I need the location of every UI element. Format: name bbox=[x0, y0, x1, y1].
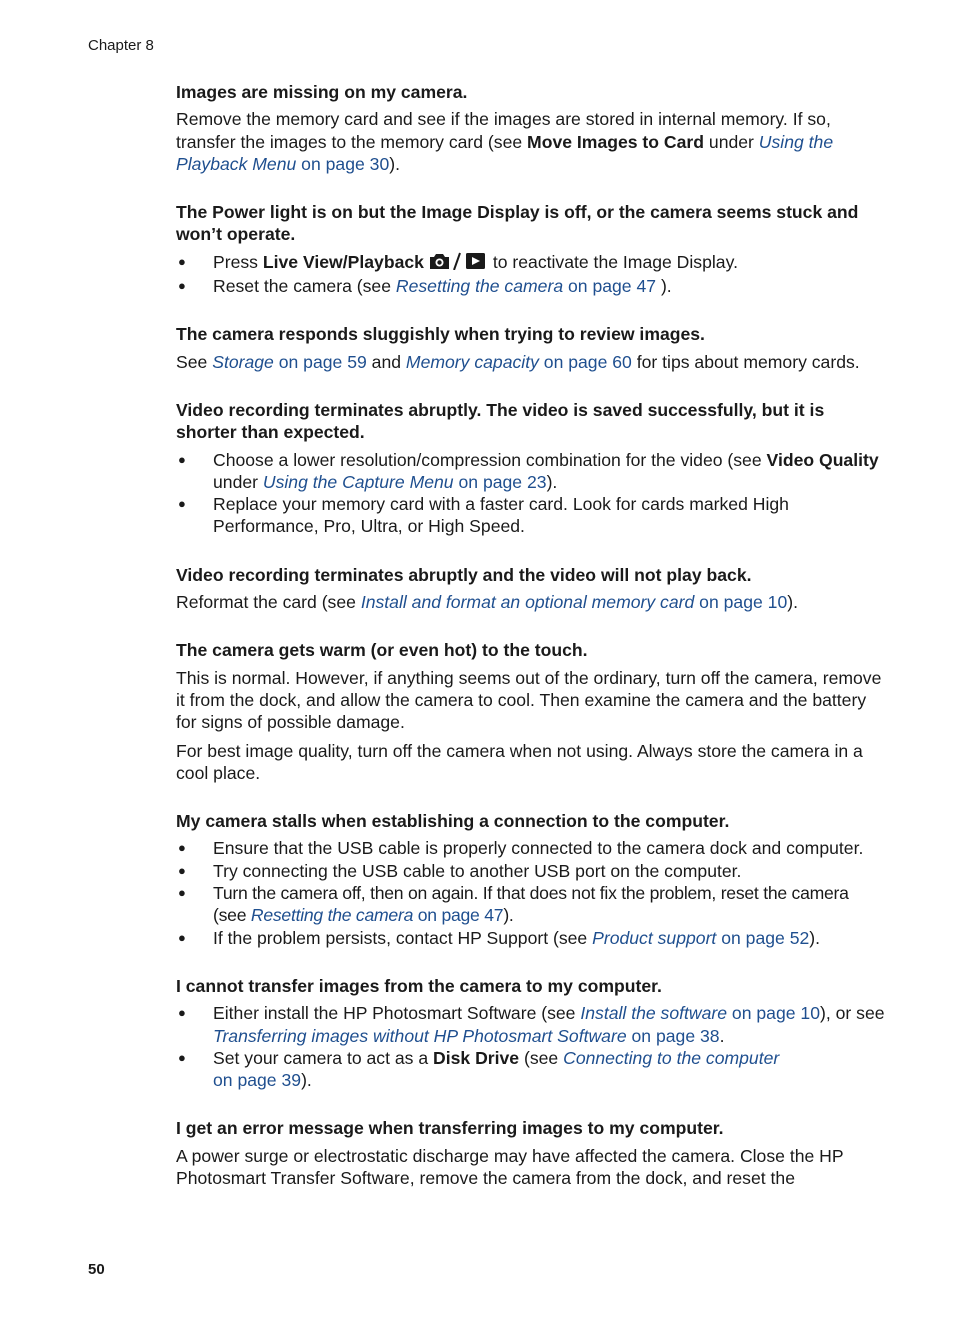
page-content bbox=[176, 81, 886, 1215]
list-item bbox=[176, 860, 886, 882]
section-heading: I cannot transfer images from the camera to my computer. bbox=[176, 975, 662, 996]
text: under bbox=[704, 131, 759, 152]
link-title: Resetting the camera bbox=[395, 276, 564, 297]
section-heading: Video recording terminates abruptly and the video will not play back. bbox=[176, 564, 752, 585]
bullet-list bbox=[176, 1002, 886, 1091]
link-memory-capacity[interactable] bbox=[406, 352, 632, 372]
text: ). bbox=[656, 276, 672, 297]
text: ). bbox=[809, 927, 821, 948]
link-title: Transferring images without HP Photosmart Software bbox=[213, 1025, 627, 1046]
text: Press bbox=[213, 251, 263, 272]
page-number: 50 bbox=[88, 1261, 105, 1278]
section-heading: Images are missing on my camera. bbox=[176, 82, 468, 102]
text: ). bbox=[389, 153, 400, 174]
section-camera-warm bbox=[176, 639, 886, 784]
link-title: Resetting the camera bbox=[250, 905, 414, 926]
section-heading: The camera responds sluggishly when trying to review images. bbox=[176, 324, 705, 345]
link-title: Install the software bbox=[580, 1003, 728, 1024]
section-images-missing bbox=[176, 81, 886, 175]
link-using-capture-menu[interactable] bbox=[263, 472, 547, 492]
text: ). bbox=[503, 905, 514, 926]
text: If the problem persists, contact HP Support (see bbox=[213, 927, 593, 948]
list-item bbox=[176, 1047, 886, 1092]
link-storage[interactable] bbox=[212, 352, 367, 372]
chapter-header: Chapter 8 bbox=[88, 37, 154, 54]
link-title: Using the Capture Menu bbox=[262, 471, 454, 492]
link-title: Product support bbox=[592, 927, 717, 948]
text: Reformat the card (see bbox=[176, 592, 361, 613]
link-title: Storage bbox=[212, 351, 274, 372]
text: (see bbox=[519, 1047, 564, 1068]
text: ). bbox=[787, 592, 798, 613]
text: Turn the camera off, then on again. If that does not fix the problem, reset the camera (see bbox=[213, 883, 849, 926]
list-item bbox=[176, 275, 886, 297]
list-item bbox=[176, 449, 886, 494]
section-heading: The camera gets warm (or even hot) to the touch. bbox=[176, 640, 588, 661]
section-power-light bbox=[176, 201, 886, 297]
link-install-software[interactable] bbox=[580, 1003, 820, 1023]
list-item bbox=[176, 837, 886, 859]
text: under bbox=[213, 471, 263, 492]
text: Reset the camera (see bbox=[213, 276, 396, 297]
section-video-no-playback bbox=[176, 564, 886, 614]
link-product-support[interactable] bbox=[592, 928, 809, 948]
text: Remove the memory card and see if the images are stored in internal memory. If so, transfer the images to the memory card (see bbox=[176, 109, 831, 152]
text: Either install the HP Photosmart Software (see bbox=[213, 1003, 581, 1024]
section-paragraph bbox=[176, 591, 886, 613]
link-title: Install and format an optional memory card bbox=[360, 592, 695, 613]
section-paragraph: For best image quality, turn off the camera when not using. Always store the camera in a cool place. bbox=[176, 740, 863, 783]
link-page: on page 47 bbox=[563, 276, 657, 297]
section-transfer-error bbox=[176, 1117, 886, 1189]
link-page: on page 30 bbox=[296, 153, 390, 174]
button-term: Live View/Playback bbox=[262, 251, 424, 272]
list-item bbox=[176, 882, 886, 927]
text: Set your camera to act as a bbox=[213, 1047, 434, 1068]
bullet-list bbox=[176, 837, 886, 948]
link-page: on page 38 bbox=[626, 1025, 720, 1046]
list-item bbox=[176, 1002, 886, 1047]
link-title: Connecting to the computer bbox=[563, 1047, 780, 1068]
link-page: on page 52 bbox=[716, 927, 810, 948]
section-video-short bbox=[176, 399, 886, 538]
section-connection-stall bbox=[176, 810, 886, 949]
menu-term: Move Images to Card bbox=[527, 131, 705, 152]
link-page: on page 10 bbox=[727, 1003, 820, 1024]
text: ), or see bbox=[820, 1003, 885, 1024]
text: Try connecting the USB cable to another USB port on the computer. bbox=[213, 860, 742, 881]
link-title: Memory capacity bbox=[405, 351, 539, 372]
text: for tips about memory cards. bbox=[631, 351, 860, 372]
section-paragraph: A power surge or electrostatic discharge may have affected the camera. Close the HP Photosmart Transfer Software, remove the camera from the dock, and reset the bbox=[176, 1145, 844, 1188]
text: Ensure that the USB cable is properly connected to the camera dock and computer. bbox=[213, 838, 864, 859]
bullet-list bbox=[176, 449, 886, 538]
link-page: on page 47 bbox=[413, 905, 504, 926]
link-resetting-camera[interactable] bbox=[396, 276, 656, 296]
section-heading: The Power light is on but the Image Display is off, or the camera seems stuck and won’t operate. bbox=[176, 202, 859, 245]
text: . bbox=[719, 1025, 725, 1046]
text: Choose a lower resolution/compression combination for the video (see bbox=[213, 449, 767, 470]
live-view-playback-icon bbox=[428, 252, 486, 275]
list-item bbox=[176, 927, 886, 949]
link-page: on page 10 bbox=[694, 592, 788, 613]
link-transferring-without-software[interactable] bbox=[213, 1026, 720, 1046]
section-paragraph bbox=[176, 351, 886, 373]
section-heading: I get an error message when transferring images to my computer. bbox=[176, 1118, 724, 1139]
link-install-format-card[interactable] bbox=[361, 592, 787, 612]
text: Replace your memory card with a faster card. Look for cards marked High Performance, Pro, Ultra, or High Speed. bbox=[213, 494, 789, 537]
section-heading: My camera stalls when establishing a connection to the computer. bbox=[176, 811, 730, 832]
link-page: on page 59 bbox=[273, 351, 367, 372]
link-resetting-camera[interactable] bbox=[251, 905, 503, 925]
section-heading: Video recording terminates abruptly. The video is saved successfully, but it is shorter than expected. bbox=[176, 399, 825, 443]
list-item bbox=[176, 493, 886, 538]
menu-term: Video Quality bbox=[766, 449, 879, 470]
list-item bbox=[176, 251, 886, 275]
section-paragraph: This is normal. However, if anything seems out of the ordinary, turn off the camera, remove it from the dock, and allow the camera to cool. Then examine the camera and the battery for signs of possible damage. bbox=[176, 667, 882, 733]
section-sluggish-review bbox=[176, 323, 886, 373]
text: ). bbox=[546, 471, 558, 492]
bullet-list bbox=[176, 251, 886, 298]
link-page: on page 39 bbox=[213, 1070, 302, 1091]
text: to reactivate the Image Display. bbox=[487, 251, 738, 272]
section-cannot-transfer bbox=[176, 975, 886, 1091]
text: See bbox=[176, 351, 213, 372]
setting-term: Disk Drive bbox=[433, 1047, 520, 1068]
text: ). bbox=[301, 1070, 312, 1091]
link-title: Using the Playback Menu bbox=[176, 131, 834, 174]
link-page: on page 60 bbox=[538, 351, 632, 372]
link-page: on page 23 bbox=[453, 471, 547, 492]
section-paragraph bbox=[176, 108, 886, 175]
text: and bbox=[366, 351, 406, 372]
